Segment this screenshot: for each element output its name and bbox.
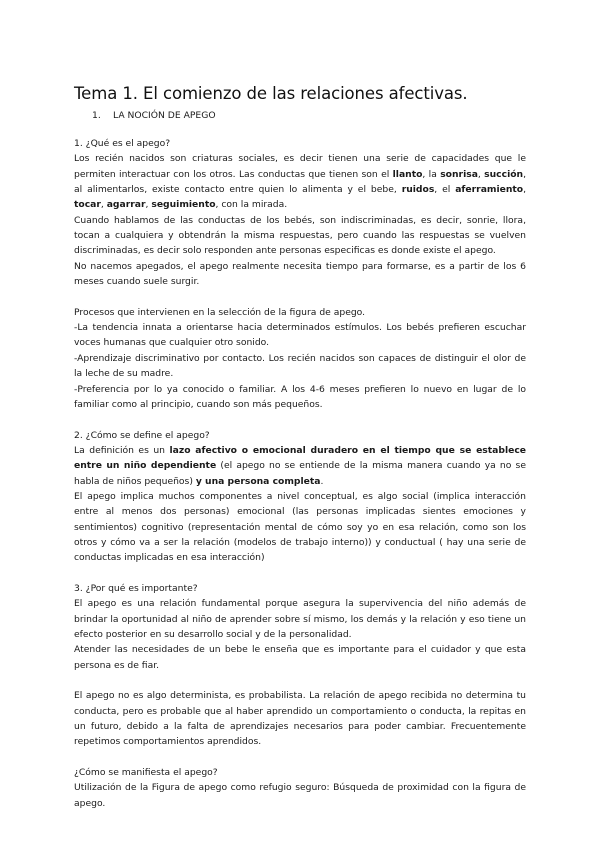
procesos-intro: Procesos que intervienen en la selección de la figura de apego. xyxy=(74,306,366,318)
q1-paragraph-2: Cuando hablamos de las conductas de los bebés, son indiscriminadas, es decir, sonrie, llora, tocan a cualquiera y obtendrán la misma respuestas, pero cuando las respuestas se vuelven discriminadas, es decir solo responden ante personas especificas es donde existe el apego. xyxy=(74,214,526,257)
page-title: Tema 1. El comienzo de las relaciones afectivas. xyxy=(74,84,468,104)
text-run: , al alimentarlos, existe contacto entre quien lo alimenta y el bebe, xyxy=(74,168,526,196)
q1-heading: 1. ¿Qué es el apego? xyxy=(74,138,171,149)
q4-paragraph-1: Utilización de la Figura de apego como refugio seguro: Búsqueda de proximidad con la figura de apego. xyxy=(74,782,526,809)
text-run: . xyxy=(320,475,324,487)
q1-paragraph-1 xyxy=(74,151,526,212)
procesos-item-1: -La tendencia innata a orientarse hacia determinados estímulos. Los bebés prefieren escuchar voces humanas que cualquier otro sonido. xyxy=(74,322,526,349)
text-run: , xyxy=(477,168,485,180)
document-body xyxy=(74,136,526,811)
q2-paragraph-1 xyxy=(74,443,526,489)
text-run: , xyxy=(523,184,527,196)
text-run: , el xyxy=(434,184,456,196)
text-run: , xyxy=(100,199,107,211)
bold-term: ruidos xyxy=(401,184,435,196)
q3-paragraph-3: El apego no es algo determinista, es probabilista. La relación de apego recibida no determina tu conducta, pero es probable que al haber aprendido un comportamiento o conducta, la repitas en un futuro, debido a la falta de aprendizajes necesarios para poder cambiar. Frecuentemente repetimos comportamientos aprendidos. xyxy=(74,690,526,748)
section-heading xyxy=(92,110,216,121)
text-run: (el apego no se entiende de la misma manera cuando ya no se habla de niños pequeños) xyxy=(74,460,526,487)
text-run: Los recién nacidos son criaturas sociales, es decir tienen una serie de capacidades que le permiten interactuar con los otros. Las conductas que tienen son el xyxy=(74,153,526,180)
q2-paragraph-2: El apego implica muchos componentes a nivel conceptual, es algo social (implica interacción entre al menos dos personas) emocional (las personas implicadas sientes emociones y sentimientos) cognitivo (representación mental de cómo soy yo en esa relación, como son los otros y cómo va a ser la relación (modelos de trabajo interno)) y conductual ( hay una serie de conductas implicadas en esa interacción) xyxy=(74,490,526,564)
q2-heading: 2. ¿Cómo se define el apego? xyxy=(74,429,210,441)
q3-paragraph-1: El apego es una relación fundamental porque asegura la supervivencia del niño además de brindar la oportunidad al niño de aprender sobre sí mismo, los demás y la relación y eso tiene un efecto posterior en su desarrollo social y de la personalidad. xyxy=(74,598,526,640)
section-number: 1. xyxy=(92,110,101,121)
procesos-item-2: -Aprendizaje discriminativo por contacto. Los recién nacidos son capaces de distinguir el olor de la leche de su madre. xyxy=(74,352,526,380)
bold-term: y una persona completa xyxy=(195,475,321,487)
bold-term: tocar xyxy=(74,199,101,211)
bold-term: succión xyxy=(484,168,524,180)
bold-term: aferramiento xyxy=(455,184,524,196)
text-run: , con la mirada. xyxy=(215,199,288,211)
text-run: , la xyxy=(422,168,441,180)
bold-term: lazo afectivo o emocional duradero en el tiempo que se establece entre un niño dependiente xyxy=(74,444,526,472)
section-label: LA NOCIÓN DE APEGO xyxy=(113,110,216,121)
q3-paragraph-2: Atender las necesidades de un bebe le enseña que es importante para el cuidador y que esta persona es de fiar. xyxy=(74,644,526,671)
q1-paragraph-3: No nacemos apegados, el apego realmente necesita tiempo para formarse, es a partir de los 6 meses cuando suele surgir. xyxy=(74,260,526,288)
text-run: , xyxy=(145,199,152,211)
bold-term: seguimiento xyxy=(151,199,216,211)
bold-term: agarrar xyxy=(106,199,146,211)
procesos-item-3: -Preferencia por lo ya conocido o familiar. A los 4-6 meses prefieren lo nuevo en lugar de lo familiar como al principio, cuando son más pequeños. xyxy=(74,383,526,410)
bold-term: sonrisa xyxy=(440,168,478,180)
bold-term: llanto xyxy=(392,168,423,180)
text-run: La definición es un xyxy=(74,444,170,456)
q3-heading: 3. ¿Por qué es importante? xyxy=(74,582,198,594)
q4-heading: ¿Cómo se manifiesta el apego? xyxy=(74,767,218,779)
